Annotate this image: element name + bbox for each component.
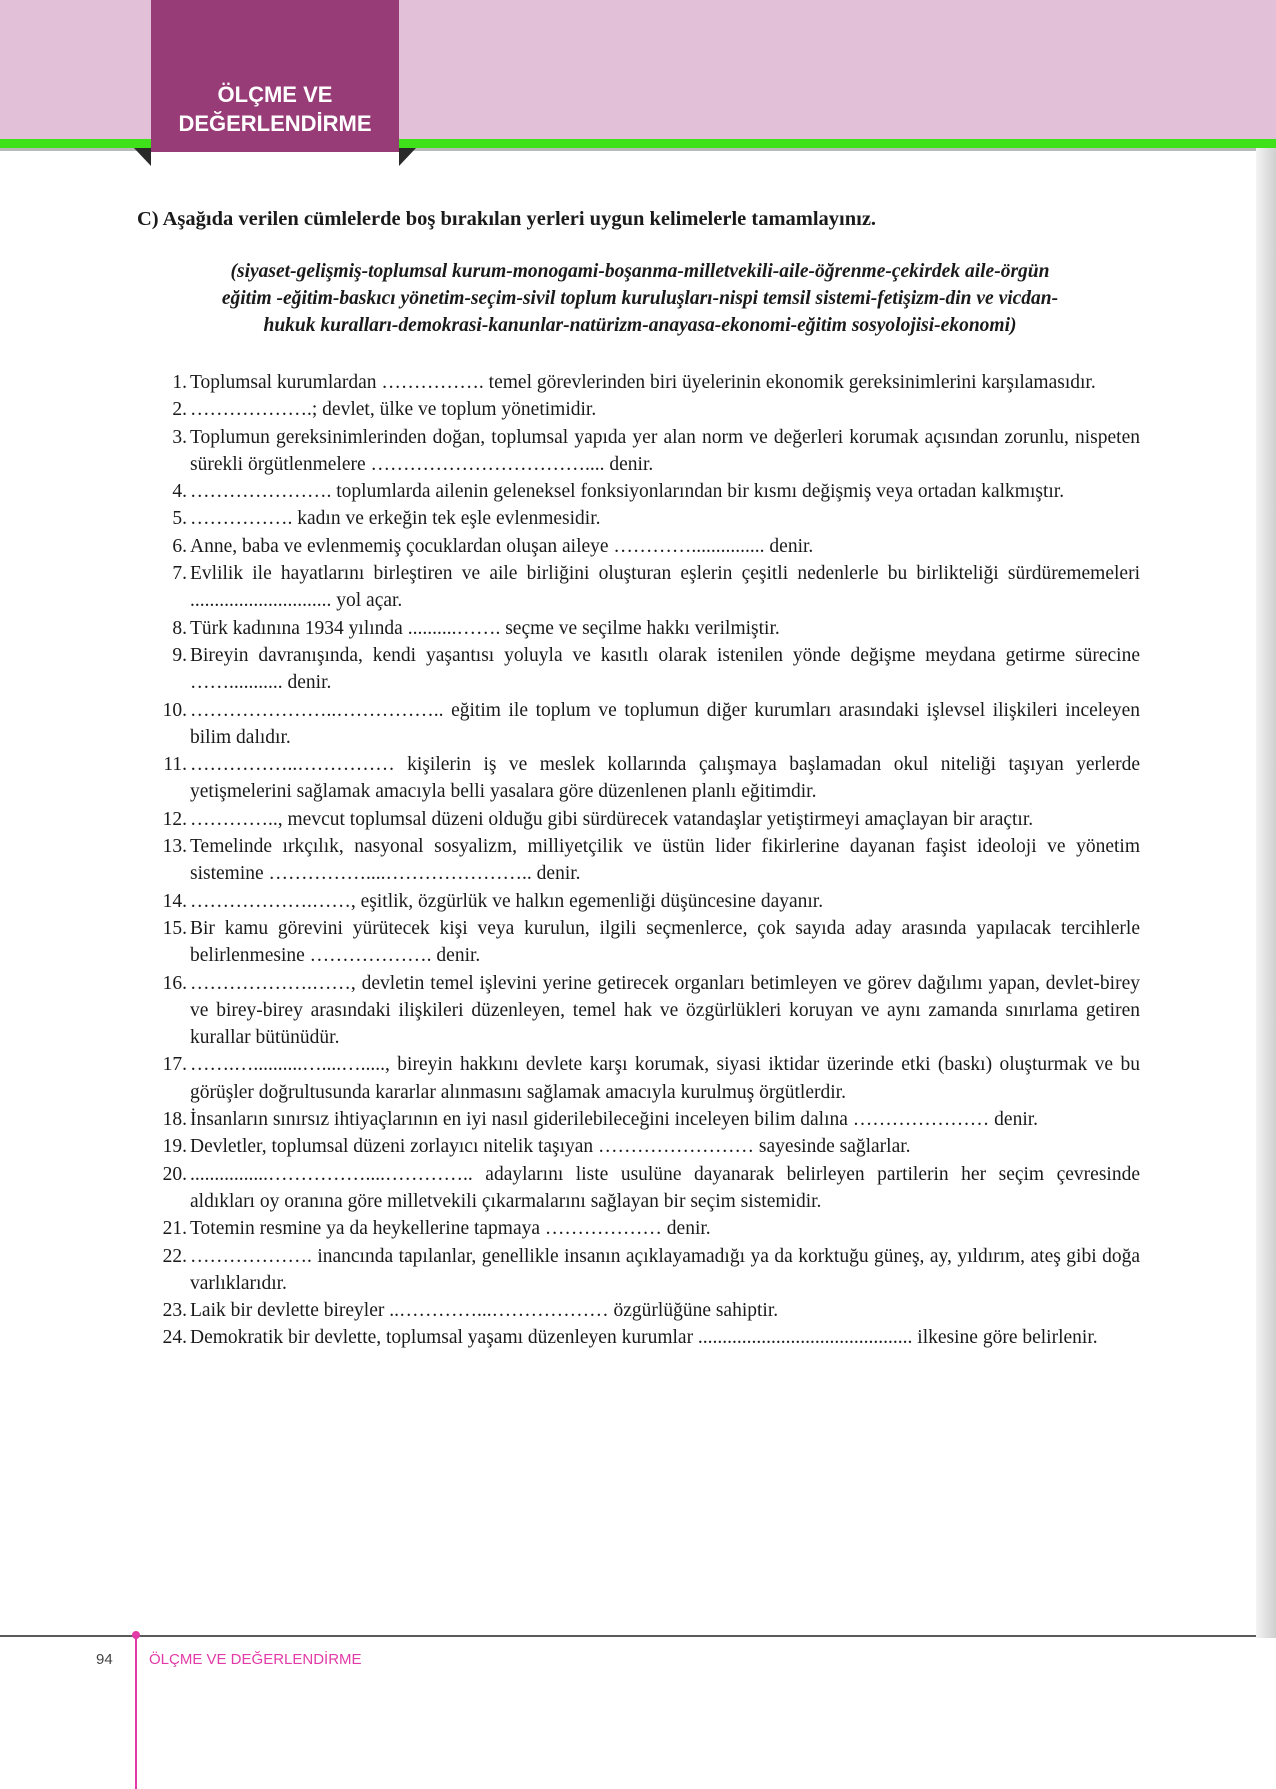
question-item [150,1324,1140,1351]
exercise-heading: C) Aşağıda verilen cümlelerde boş bırakılan yerleri uygun kelimelerle tamamlayınız. [137,208,877,230]
question-item [150,478,1140,505]
footer-rule [0,1635,1256,1637]
question-text: Demokratik bir devlette, toplumsal yaşamı düzenleyen kurumlar ............................................ ilkesine göre belirlenir. [190,1327,1098,1349]
question-number: 14. [162,890,187,912]
footer-accent-line [135,1634,137,1789]
word-bank-line: eğitim -eğitim-baskıcı yönetim-seçim-sivil toplum kuruluşları-nispi temsil sistemi-fetişizm-din ve vicdan- [221,288,1059,309]
question-number: 20. [162,1163,187,1185]
question-number: 19. [162,1136,187,1158]
question-text: ………….., mevcut toplumsal düzeni olduğu gibi sürdürecek vatandaşlar yetiştirmeyi amaçlayan bir araçtır. [190,808,1034,830]
question-item [150,970,1140,1052]
question-item [150,642,1140,697]
question-item [150,424,1140,479]
section-tab [151,0,399,152]
question-item [150,888,1140,915]
footer-title: ÖLÇME VE DEĞERLENDİRME [149,1651,362,1668]
question-item [150,1215,1140,1242]
page-number: 94 [96,1651,113,1668]
question-item [150,1243,1140,1298]
question-text: Bir kamu görevini yürütecek kişi veya kurulun, ilgili seçmenlerce, çok sayıda aday arasında yapılacak tercihlerle belirlenmesine ………………. denir. [190,917,1140,967]
section-tab-line2: DEĞERLENDİRME [178,111,372,136]
question-text: ……………. kadın ve erkeğin tek eşle evlenmesidir. [190,508,601,530]
question-text: Evlilik ile hayatlarını birleştiren ve aile birliğini oluşturan eşlerin çeşitli nedenlerle bu birlikteliği sürdürememeleri ............................. yol açar. [190,563,1140,612]
question-item [150,1133,1140,1160]
question-text: Türk kadınına 1934 yılında ..........……. seçme ve seçilme hakkı verilmiştir. [190,617,780,639]
question-item [150,833,1140,888]
question-number: 18. [162,1109,187,1131]
question-item [150,615,1140,642]
question-number: 4. [172,481,187,503]
question-item [150,697,1140,752]
question-item [150,369,1140,396]
question-text: ………………. inancında tapılanlar, genellikle insanın açıklayamadığı ya da korktuğu güneş, ay, yıldırım, ateş gibi doğa varlıklarıdır. [190,1245,1140,1294]
question-text: Temelinde ırkçılık, nasyonal sosyalizm, milliyetçilik ve üstün lider fikirlerine dayanan faşist ideoloji ve yönetim sistemine ……………....………………….. denir. [190,836,1140,885]
question-number: 23. [162,1300,187,1322]
question-text: …………………. toplumlarda ailenin geleneksel fonksiyonlarından bir kısmı değişmiş veya ortadan kalkmıştır. [190,481,1065,503]
question-item [150,915,1140,970]
question-item [150,1297,1140,1324]
tab-fold-left [134,148,151,166]
question-number: 12. [162,808,187,830]
question-number: 5. [172,508,187,530]
question-item [150,751,1140,806]
question-item [150,560,1140,615]
question-item [150,1051,1140,1106]
question-text: Bireyin davranışında, kendi yaşantısı yoluyla ve kasıtlı olarak istenilen yönde değişme meydana getirme sürecine ……........... denir. [190,644,1140,694]
question-text: ................……………....………….. adaylarını liste usulüne dayanarak belirleyen partilerin her seçim çevresinde aldıkları oy oranına göre milletvekili çıkarmalarını sağlayan bir seçim sistemidir. [190,1163,1140,1212]
question-text: …………………..…………….. eğitim ile toplum ve toplumun diğer kurumları arasındaki işlevsel ilişkileri inceleyen bilim dalıdır. [190,699,1140,748]
question-text: İnsanların sınırsız ihtiyaçlarının en iyi nasıl giderilebileceğini inceleyen bilim dalına ………………… denir. [190,1109,1039,1131]
question-item [150,1106,1140,1133]
question-number: 8. [172,617,187,639]
question-number: 13. [162,836,187,858]
question-text: Laik bir devlette bireyler ..…………...……………… özgürlüğüne sahiptir. [190,1300,779,1322]
question-number: 1. [172,372,187,393]
question-text: ……………….……, devletin temel işlevini yerine getirecek organları betimleyen ve görev dağılımı yapan, devlet-birey ve birey-birey arasındaki ilişkileri düzenleyen, temel hak ve özgürlükleri koruyan ve aynı zamanda sınırlama getiren kurallar bütünüdür. [190,972,1140,1049]
question-number: 17. [162,1054,187,1076]
question-text: ……………..…………… kişilerin iş ve meslek kollarında çalışmaya başlamadan okul niteliği taşıyan yerlerde yetişmelerini sağlamak amacıyla belli yasalara göre düzenlenen planlı eğitimdir. [190,754,1140,803]
question-item [150,1161,1140,1216]
question-text: Toplumun gereksinimlerinden doğan, toplumsal yapıda yer alan norm ve değerleri korumak açısından zorunlu, nispeten sürekli örgütlenmelere …………………………….... denir. [190,426,1140,475]
question-item [150,806,1140,833]
question-text: Toplumsal kurumlardan ……………. temel görevlerinden biri üyelerinin ekonomik gereksinimlerini karşılamasıdır. [190,372,1096,393]
word-bank-line: hukuk kuralları-demokrasi-kanunlar-natürizm-anayasa-ekonomi-eğitim sosyolojisi-ekonomi) [263,315,1017,336]
question-number: 6. [172,535,187,557]
question-number: 16. [162,972,187,994]
word-bank [150,258,1130,339]
question-number: 7. [172,563,187,585]
question-number: 3. [172,426,187,448]
question-item [150,396,1140,423]
question-text: Anne, baba ve evlenmemiş çocuklardan oluşan aileye …………............... denir. [190,535,814,557]
question-text: ……………….; devlet, ülke ve toplum yönetimidir. [190,399,597,421]
question-number: 9. [172,644,187,666]
tab-fold-right [399,148,416,166]
page-edge-shadow [1256,148,1276,1638]
question-number: 10. [162,699,187,721]
question-text: ……………….……, eşitlik, özgürlük ve halkın egemenliği düşüncesine dayanır. [190,890,824,912]
question-number: 11. [163,754,187,776]
word-bank-line: (siyaset-gelişmiş-toplumsal kurum-monogami-boşanma-milletvekili-aile-öğrenme-çekirdek aile-örgün [230,261,1050,282]
question-number: 15. [162,917,187,939]
question-number: 24. [162,1327,187,1349]
question-number: 2. [172,399,187,421]
question-item [150,533,1140,560]
question-item [150,505,1140,532]
section-tab-line1: ÖLÇME VE [217,82,333,107]
question-text: Devletler, toplumsal düzeni zorlayıcı nitelik taşıyan …………………… sayesinde sağlarlar. [190,1136,911,1158]
question-text: Totemin resmine ya da heykellerine tapmaya ……………… denir. [190,1218,711,1240]
question-number: 21. [162,1218,187,1240]
question-number: 22. [162,1245,187,1267]
question-list [150,369,1140,1352]
question-text: …….…..........…....…....., bireyin hakkını devlete karşı korumak, siyasi iktidar üzerinde etki (baskı) oluşturmak ve bu görüşler doğrultusunda kararlar alınmasını sağlamak amacıyla kurulmuş örgütlerdir. [190,1054,1140,1103]
footer-accent-dot [132,1631,140,1639]
